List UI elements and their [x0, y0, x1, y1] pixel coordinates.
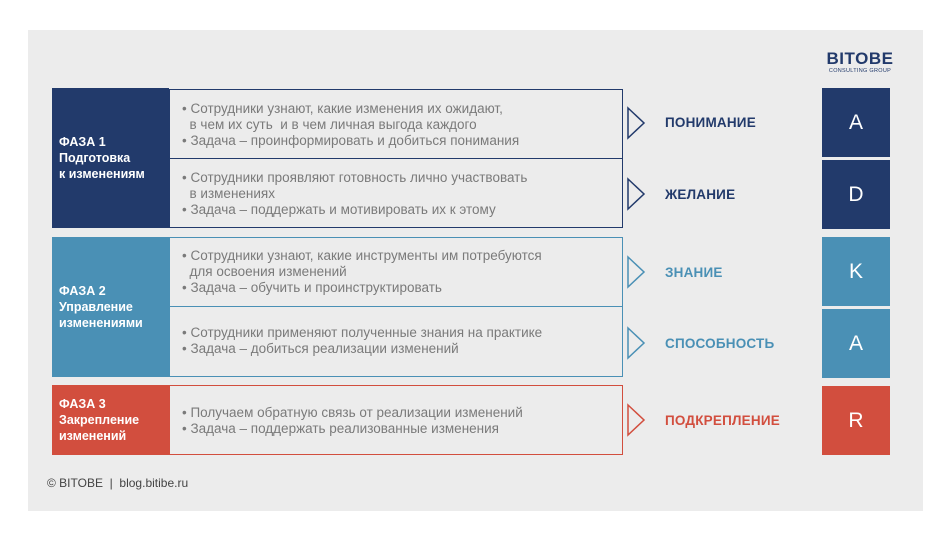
row-ability-text [182, 325, 542, 357]
stage-label-desire: ЖЕЛАНИЕ [665, 187, 736, 202]
phase-2-number: ФАЗА 2 [59, 284, 106, 298]
row-knowledge-line-3: • Задача – обучить и проинструктировать [182, 280, 442, 295]
phase-3-box [52, 385, 169, 455]
row-reinforcement-line-2: • Задача – поддержать реализованные изменения [182, 421, 499, 436]
stage-label-reinforcement: ПОДКРЕПЛЕНИЕ [665, 413, 780, 428]
row-awareness [169, 89, 623, 159]
row-desire-line-1: • Сотрудники проявляют готовность лично участвовать [182, 170, 528, 185]
phase-1-title-line1: Подготовка [59, 151, 131, 165]
row-desire-line-3: • Задача – поддержать и мотивировать их к этому [182, 202, 496, 217]
chevron-right-icon [626, 177, 646, 211]
chevron-right-icon [626, 326, 646, 360]
row-desire-text [182, 170, 527, 218]
stage-label-ability: СПОСОБНОСТЬ [665, 336, 775, 351]
chevron-right-icon [626, 106, 646, 140]
phase-2-title-line1: Управление [59, 300, 133, 314]
phase-2-title-line2: изменениями [59, 316, 143, 330]
adkar-letter-d-box: D [822, 160, 890, 229]
row-reinforcement-line-1: • Получаем обратную связь от реализации изменений [182, 405, 523, 420]
adkar-letter-r-box: R [822, 386, 890, 455]
stage-label-knowledge: ЗНАНИЕ [665, 265, 723, 280]
row-desire [169, 158, 623, 228]
adkar-letter-k-box: K [822, 237, 890, 306]
row-awareness-line-3: • Задача – проинформировать и добиться понимания [182, 133, 520, 148]
adkar-letter-a2-box: A [822, 309, 890, 378]
phase-2-box [52, 237, 169, 377]
row-desire-line-2: в изменениях [182, 186, 275, 201]
phase-3-title-line2: изменений [59, 429, 127, 443]
chevron-right-icon [626, 255, 646, 289]
phase-1-title-line2: к изменениям [59, 167, 145, 181]
row-knowledge-line-2: для освоения изменений [182, 264, 347, 279]
row-reinforcement [169, 385, 623, 455]
row-awareness-line-2: в чем их суть и в чем личная выгода каждого [182, 117, 477, 132]
row-reinforcement-text [182, 405, 523, 437]
logo-tagline: CONSULTING GROUP [828, 68, 892, 74]
row-knowledge-line-1: • Сотрудники узнают, какие инструменты им потребуются [182, 248, 542, 263]
logo-wordmark: BITOBE [826, 49, 894, 68]
row-awareness-line-1: • Сотрудники узнают, какие изменения их ожидают, [182, 101, 503, 116]
chevron-right-icon [626, 403, 646, 437]
row-ability-line-1: • Сотрудники применяют полученные знания на практике [182, 325, 543, 340]
row-ability [169, 306, 623, 377]
row-awareness-text [182, 101, 519, 149]
phase-3-number: ФАЗА 3 [59, 397, 106, 411]
row-ability-line-2: • Задача – добиться реализации изменений [182, 341, 459, 356]
phase-1-number: ФАЗА 1 [59, 135, 106, 149]
footer-copyright: © BITOBE | blog.bitibe.ru [47, 476, 189, 490]
phase-1-box [52, 88, 169, 228]
row-knowledge [169, 237, 623, 307]
adkar-letter-a-box: A [822, 88, 890, 157]
row-knowledge-text [182, 248, 542, 296]
company-logo [822, 50, 898, 75]
phase-3-title-line1: Закрепление [59, 413, 140, 427]
stage-label-awareness: ПОНИМАНИЕ [665, 115, 756, 130]
